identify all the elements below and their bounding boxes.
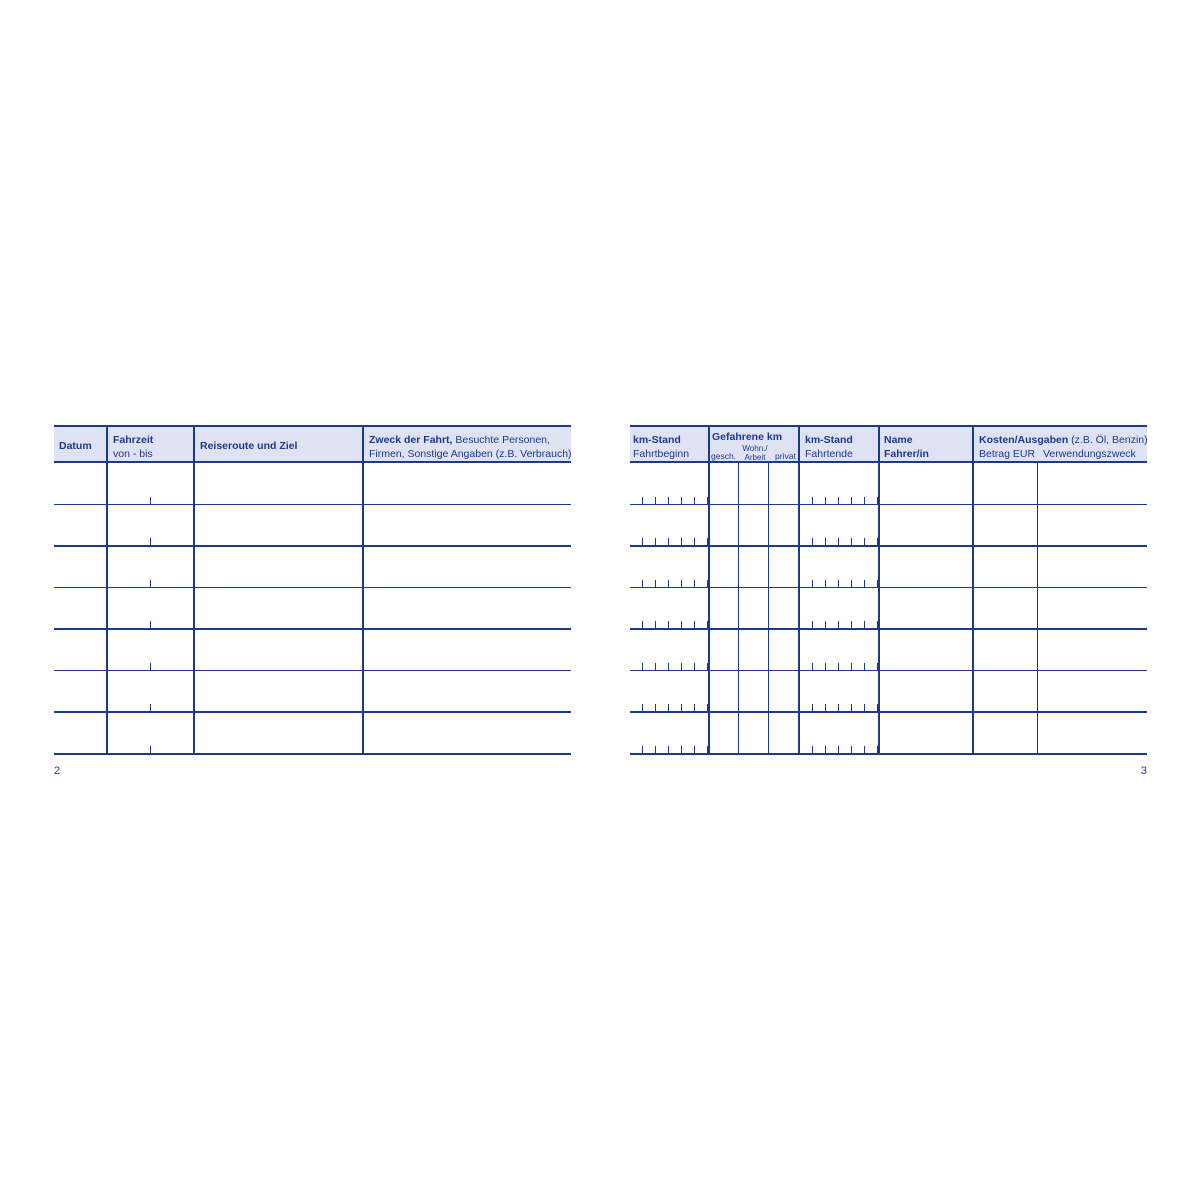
digit-tick xyxy=(812,746,813,753)
digit-tick xyxy=(812,580,813,587)
digit-tick xyxy=(864,497,865,504)
column-divider xyxy=(106,425,108,754)
row-line xyxy=(54,711,571,713)
digit-tick xyxy=(150,663,151,670)
digit-tick xyxy=(668,621,669,628)
digit-tick xyxy=(877,497,878,504)
digit-tick xyxy=(694,704,695,711)
digit-tick xyxy=(851,497,852,504)
digit-tick xyxy=(838,663,839,670)
left-table-header xyxy=(54,425,571,463)
column-divider xyxy=(362,425,364,754)
digit-tick xyxy=(851,704,852,711)
column-divider-thin xyxy=(768,463,769,754)
header-betrag: Betrag EUR xyxy=(979,448,1036,460)
digit-tick xyxy=(851,663,852,670)
digit-tick xyxy=(877,580,878,587)
digit-tick xyxy=(642,538,643,545)
header-km-end-sub: Fahrtende xyxy=(805,448,853,460)
digit-tick xyxy=(864,704,865,711)
digit-tick xyxy=(694,621,695,628)
row-line xyxy=(630,545,1147,547)
digit-tick xyxy=(681,663,682,670)
digit-tick xyxy=(838,746,839,753)
row-line xyxy=(54,753,571,755)
digit-tick xyxy=(707,663,708,670)
digit-tick xyxy=(694,580,695,587)
digit-tick xyxy=(150,621,151,628)
digit-tick xyxy=(694,746,695,753)
page-number-left: 2 xyxy=(54,765,61,777)
digit-tick xyxy=(681,704,682,711)
digit-tick xyxy=(681,746,682,753)
digit-tick xyxy=(851,621,852,628)
digit-tick xyxy=(150,580,151,587)
digit-tick xyxy=(668,704,669,711)
column-divider xyxy=(193,425,195,754)
header-zweck: Zweck der Fahrt, Besuchte Personen, Firmen, Sonstige Angaben (z.B. Verbrauch) xyxy=(369,434,572,460)
digit-tick xyxy=(812,704,813,711)
digit-tick xyxy=(642,580,643,587)
digit-tick xyxy=(150,497,151,504)
digit-tick xyxy=(707,497,708,504)
digit-tick xyxy=(864,663,865,670)
digit-tick xyxy=(655,497,656,504)
digit-tick xyxy=(707,580,708,587)
row-line xyxy=(630,504,1147,506)
row-line xyxy=(630,587,1147,589)
digit-tick xyxy=(642,497,643,504)
digit-tick xyxy=(877,538,878,545)
header-kosten: Kosten/Ausgaben (z.B. Öl, Benzin) Betrag EUR xyxy=(979,434,1148,460)
digit-tick xyxy=(681,621,682,628)
digit-tick xyxy=(825,746,826,753)
row-line xyxy=(630,753,1147,755)
digit-tick xyxy=(838,580,839,587)
row-line xyxy=(54,628,571,630)
page-number-right: 3 xyxy=(1140,765,1147,777)
digit-tick xyxy=(694,538,695,545)
row-line xyxy=(54,504,571,506)
header-name: Name Fahrer/in xyxy=(884,434,929,460)
digit-tick xyxy=(707,704,708,711)
column-divider xyxy=(708,425,710,754)
digit-tick xyxy=(150,746,151,753)
digit-tick xyxy=(851,746,852,753)
header-fahrzeit-sub: von - bis xyxy=(113,448,153,460)
header-gefahrene-km: Gefahrene km xyxy=(712,431,783,443)
digit-tick xyxy=(707,538,708,545)
digit-tick xyxy=(642,621,643,628)
column-divider xyxy=(972,425,974,754)
digit-tick xyxy=(707,746,708,753)
row-line xyxy=(54,587,571,589)
row-line xyxy=(630,711,1147,713)
digit-tick xyxy=(877,746,878,753)
left-page xyxy=(54,425,572,777)
header-verwendungszweck: Verwendungszweck xyxy=(1043,448,1136,460)
digit-tick xyxy=(825,497,826,504)
digit-tick xyxy=(668,580,669,587)
column-divider-thin xyxy=(738,463,739,754)
digit-tick xyxy=(864,580,865,587)
digit-tick xyxy=(694,663,695,670)
column-divider xyxy=(878,425,880,754)
digit-tick xyxy=(851,538,852,545)
header-fahrzeit: Fahrzeit von - bis xyxy=(113,434,154,460)
digit-tick xyxy=(812,497,813,504)
digit-tick xyxy=(825,704,826,711)
digit-tick xyxy=(877,704,878,711)
row-line xyxy=(54,670,571,672)
digit-tick xyxy=(681,580,682,587)
digit-tick xyxy=(655,746,656,753)
digit-tick xyxy=(668,497,669,504)
header-km-end: km-Stand Fahrtende xyxy=(805,434,853,460)
digit-tick xyxy=(668,746,669,753)
digit-tick xyxy=(681,497,682,504)
digit-tick xyxy=(655,621,656,628)
digit-tick xyxy=(642,746,643,753)
row-line xyxy=(630,670,1147,672)
row-line xyxy=(630,628,1147,630)
digit-tick xyxy=(150,704,151,711)
header-fahrer: Fahrer/in xyxy=(884,448,929,460)
digit-tick xyxy=(655,663,656,670)
digit-tick xyxy=(825,538,826,545)
digit-tick xyxy=(825,621,826,628)
digit-tick xyxy=(668,538,669,545)
digit-tick xyxy=(864,538,865,545)
header-km-start: km-Stand Fahrtbeginn xyxy=(633,434,690,460)
header-datum: Datum xyxy=(59,440,92,452)
digit-tick xyxy=(668,663,669,670)
digit-tick xyxy=(655,580,656,587)
digit-tick xyxy=(864,621,865,628)
header-privat: privat xyxy=(775,451,796,461)
header-zweck-sub: Firmen, Sonstige Angaben (z.B. Verbrauch) xyxy=(369,448,572,460)
digit-tick xyxy=(812,538,813,545)
digit-tick xyxy=(877,621,878,628)
digit-tick xyxy=(681,538,682,545)
header-reiseroute: Reiseroute und Ziel xyxy=(200,440,298,452)
header-km-start-sub: Fahrtbeginn xyxy=(633,448,690,460)
digit-tick xyxy=(838,538,839,545)
digit-tick xyxy=(642,704,643,711)
digit-tick xyxy=(694,497,695,504)
right-log-table xyxy=(630,425,1147,755)
left-log-table xyxy=(54,425,571,755)
digit-tick xyxy=(825,663,826,670)
header-gesch: gesch. xyxy=(711,451,737,461)
digit-tick xyxy=(877,663,878,670)
digit-tick xyxy=(864,746,865,753)
digit-tick xyxy=(655,538,656,545)
digit-tick xyxy=(812,663,813,670)
digit-tick xyxy=(838,704,839,711)
column-divider-thin xyxy=(1037,463,1038,754)
digit-tick xyxy=(825,580,826,587)
column-divider xyxy=(798,425,800,754)
digit-tick xyxy=(812,621,813,628)
digit-tick xyxy=(838,497,839,504)
digit-tick xyxy=(150,538,151,545)
digit-tick xyxy=(851,580,852,587)
header-wohn-arbeit: Wohn./ Arbeit xyxy=(742,444,768,462)
digit-tick xyxy=(838,621,839,628)
row-line xyxy=(54,545,571,547)
right-page xyxy=(630,425,1148,777)
digit-tick xyxy=(655,704,656,711)
digit-tick xyxy=(642,663,643,670)
digit-tick xyxy=(707,621,708,628)
